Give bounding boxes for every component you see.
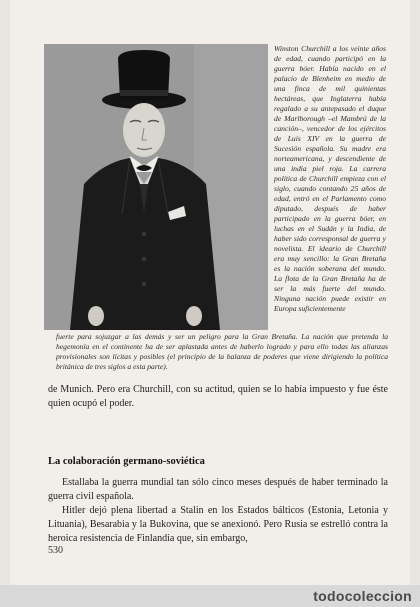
section-heading: La colaboración germano-soviética [48, 456, 205, 467]
watermark-logo: todocoleccion [313, 588, 412, 604]
churchill-portrait-photo [44, 44, 268, 330]
body-paragraph-1: de Munich. Pero era Churchill, con su actitud, quien se lo había impuesto y fue éste quien ocupó el poder. [48, 384, 388, 409]
photo-caption: Winston Churchill a los veinte años de edad, cuando participó en la guerra bóer. Había nacido en el palacio de Blenheim en medio de una finca de mil quinientas hectáreas, que Inglaterra había regalado a su antepasado el duque de Marlborough –el Mambrú de la canción–, vencedor de los ejércitos de Luis XIV en la guerra de Sucesión española. Su madre era norteamericana, y descendiente de una india piel roja. La carrera política de Churchill empieza con el siglo, cuando contando 25 años de edad, entró en el Parlamento como diputado, después de haber participado en la guerra bóer, en luchas en el Sudán y la India, de haber sido corresponsal de guerra y novelista. El ideario de Churchill era muy sencillo: la Gran Bretaña es la nación soberana del mundo. La flota de la Gran Bretaña ha de ser la más fuerte del mundo. Ninguna nación puede existir en Europa suficientemente [274, 44, 386, 313]
photo-caption-continuation: fuerte para sojuzgar a las demás y ser un peligro para la Gran Bretaña. La nación que pretenda la hegemonía en el continente ha de ser aplastada antes de haberlo logrado y para ello todas las alianzas provisionales son lícitas y posibles (el principio de la balanza de poderes que viene dirigiendo la política británica de tres siglos a esta parte). [56, 332, 388, 371]
body-paragraph-3: Hitler dejó plena libertad a Stalin en los Estados bálticos (Estonia, Letonia y Lituania), Besarabia y la Bukovina, que se anexionó. Pero Rusia se estrelló contra la heroica resistencia de Finlandia que, sin embargo, [48, 505, 388, 544]
watermark-banner [0, 585, 420, 607]
body-paragraph-2: Estallaba la guerra mundial tan sólo cinco meses después de haber terminado la guerra civil española. [48, 477, 388, 502]
page-number: 530 [48, 545, 63, 556]
